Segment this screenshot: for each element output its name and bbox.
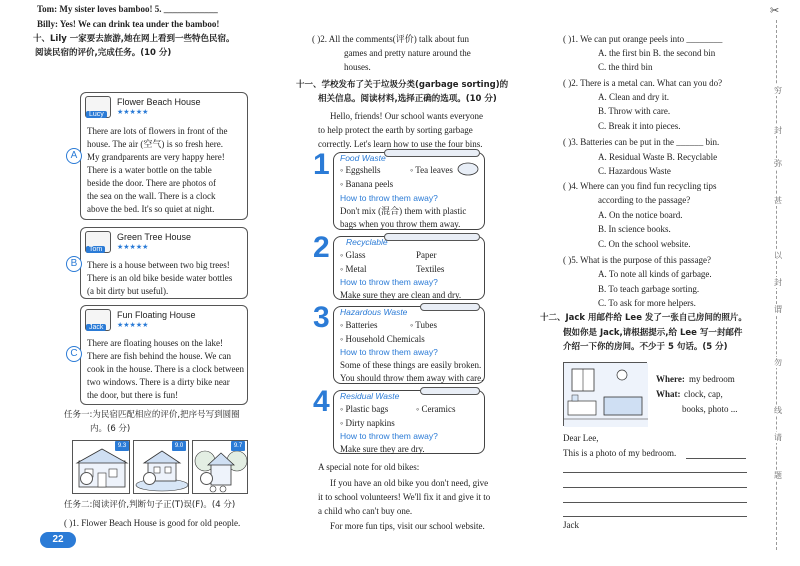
review-card-b [80, 227, 248, 299]
letter-first-line: This is a photo of my bedroom. [563, 448, 677, 458]
review-line: the door, but there is fun! [87, 390, 179, 400]
bin-item: ◦ Batteries [340, 320, 378, 330]
question-option: C. the third bin [598, 62, 653, 72]
bin-item-text: Textiles [416, 264, 445, 274]
bin-how: How to throw them away? [340, 431, 438, 441]
bin-label: Residual Waste [340, 391, 400, 401]
bin-item-text: Banana peels [345, 179, 394, 189]
bin-item: ◦ Glass [340, 250, 366, 260]
bin-item-text: Dirty napkins [345, 418, 395, 428]
seal-char: 以 [771, 250, 785, 261]
hint-what-label: What: [656, 389, 681, 399]
question-option: A. On the notice board. [598, 210, 683, 220]
bin-item-text: Ceramics [421, 404, 456, 414]
bin-lid [420, 387, 480, 395]
card-letter-c: C [66, 346, 82, 362]
bedroom-photo [563, 362, 647, 426]
card-letter-a: A [66, 148, 82, 164]
writing-line[interactable] [563, 502, 747, 503]
section11-subtitle: 相关信息。阅读材料,选择正确的选项。(10 分) [318, 94, 497, 104]
bin-lid [384, 149, 480, 157]
hint-what-value2: books, photo ... [682, 404, 738, 414]
seal-char: 封 [771, 277, 785, 288]
task2-question2-cont: houses. [344, 62, 371, 72]
bin-number: 4 [313, 385, 330, 418]
review-line: There is a water bottle on the table [87, 165, 212, 175]
bin-item-text: Household Chemicals [345, 334, 425, 344]
review-line: There are fish behind the house. We can [87, 351, 232, 361]
bin-item-text: Paper [416, 250, 437, 260]
bin-item-text: Glass [345, 250, 366, 260]
rating-stars: ★★★★★ [117, 108, 149, 116]
bin-label: Food Waste [340, 153, 386, 163]
question-option: A. To note all kinds of garbage. [598, 269, 712, 279]
question-stem: ( )2. There is a metal can. What can you do? [563, 78, 723, 88]
bin-card-hazardous [333, 306, 485, 384]
special-note-line: If you have an old bike you don't need, give [330, 478, 489, 488]
review-line: My grandparents are very happy here! [87, 152, 225, 162]
score-badge: 9.7 [231, 441, 245, 451]
bin-item-text: Tea leaves [415, 165, 453, 175]
bin-item: ◦ Ceramics [416, 404, 456, 414]
question-option: C. To ask for more helpers. [598, 298, 696, 308]
bin-note: Make sure they are clean and dry. [340, 290, 462, 300]
question-option: A. Residual Waste B. Recyclable [598, 152, 718, 162]
answer-circle[interactable] [80, 472, 93, 485]
section10-title: 十、Lily 一家要去旅游,她在网上看到一些特色民宿。 [33, 34, 235, 44]
review-line: There are lots of flowers in front of the [87, 126, 228, 136]
letter-greeting: Dear Lee, [563, 433, 599, 443]
card-title: Fun Floating House [117, 310, 196, 320]
intro-line: to help protect the earth by sorting garbage [318, 125, 473, 135]
review-line: There is an old bike beside water bottles [87, 273, 233, 283]
seal-char: 题 [771, 470, 785, 481]
scissors-icon: ✂ [770, 5, 780, 17]
reviewer-name-tag: Lucy [86, 111, 107, 118]
seal-char: 谓 [771, 304, 785, 315]
bin-item [416, 250, 437, 261]
bin-item-text: Plastic bags [345, 404, 389, 414]
writing-line[interactable] [686, 458, 746, 459]
review-line: beside the door. There are photos of [87, 178, 217, 188]
bin-item: ◦ Plastic bags [340, 404, 389, 414]
bin-lid [384, 233, 480, 241]
bin-note: bags when you throw them away. [340, 219, 461, 229]
seal-char: 勿 [771, 357, 785, 368]
page-number: 22 [40, 532, 76, 548]
tea-leaves-icon [456, 161, 480, 177]
hint-where-value: my bedroom [689, 374, 735, 384]
rating-stars: ★★★★★ [117, 243, 149, 251]
question-stem: ( )5. What is the purpose of this passage? [563, 255, 712, 265]
bin-number: 2 [313, 231, 330, 264]
hint-where-label: Where: [656, 374, 685, 384]
question-stem: ( )1. We can put orange peels into ________ [563, 34, 723, 44]
seal-char: 甚 [771, 195, 785, 206]
bin-item-text: Metal [345, 264, 367, 274]
section12-line: 介绍一下你的房间。不少于 5 句话。(5 分) [563, 342, 728, 352]
bin-item: ◦ Dirty napkins [340, 418, 395, 428]
bin-lid [420, 303, 480, 311]
bin-label: Recyclable [346, 237, 388, 247]
section12-line: 十二、Jack 用邮件给 Lee 发了一张自己房间的照片。 [540, 313, 747, 323]
seal-char: 封 [771, 125, 785, 136]
special-note-line: a child who can't buy one. [318, 506, 413, 516]
question-option: C. Hazardous Waste [598, 166, 671, 176]
dialog-billy: Billy: Yes! We can drink tea under the bamboo! [37, 19, 220, 29]
task2-question1: ( )1. Flower Beach House is good for old people. [64, 518, 241, 528]
review-line: house. The air (空气) is so fresh here. [87, 139, 224, 149]
question-option: B. Throw with care. [598, 106, 671, 116]
bin-item: ◦ Tubes [410, 320, 437, 330]
question-option: B. In science books. [598, 224, 671, 234]
writing-line[interactable] [563, 487, 747, 488]
seal-char: 请 [771, 432, 785, 443]
bin-note: You should throw them away with care. [340, 373, 484, 383]
bin-item [416, 264, 444, 275]
bedroom-illustration [564, 363, 648, 427]
task1-line1: 任务一:为民宿匹配相应的评价,把序号写到圆圈 [64, 410, 240, 420]
rating-stars: ★★★★★ [117, 321, 149, 329]
reviewer-name-tag: Jack [86, 324, 106, 331]
answer-circle[interactable] [143, 472, 156, 485]
question-option: A. the first bin B. the second bin [598, 48, 716, 58]
review-line: There is a house between two big trees! [87, 260, 230, 270]
intro-line: correctly. Let's learn how to use the four bins. [318, 139, 483, 149]
bin-card-food-waste [333, 152, 485, 230]
reviewer-name-tag: Tom [86, 246, 105, 253]
bin-item: ◦ Metal [340, 264, 367, 274]
bin-how: How to throw them away? [340, 347, 438, 357]
bin-item: ◦ Tea leaves [410, 165, 453, 175]
bin-card-recyclable [333, 236, 485, 300]
hint-what-value: clock, cap, [684, 389, 723, 399]
dialog-tom: Tom: My sister loves bamboo! 5. ____________ [37, 4, 218, 14]
bin-note: Don't mix (混合) them with plastic [340, 206, 467, 216]
card-letter-b: B [66, 256, 82, 272]
score-badge: 9.3 [115, 441, 129, 451]
bin-item: ◦ Household Chemicals [340, 334, 425, 344]
bin-number: 1 [313, 148, 330, 181]
question-stem: ( )3. Batteries can be put in the ______ bin. [563, 137, 720, 147]
question-stem-cont: according to the passage? [598, 195, 691, 205]
letter-signature: Jack [563, 520, 579, 530]
bin-how: How to throw them away? [340, 277, 438, 287]
bin-note: Some of these things are easily broken. [340, 360, 482, 370]
question-option: A. Clean and dry it. [598, 92, 669, 102]
section12-line: 假如你是 Jack,请根据提示,给 Lee 写一封邮件 [563, 328, 743, 338]
bin-card-residual [333, 390, 485, 454]
section11-title: 十一、学校发布了关于垃圾分类(garbage sorting)的 [296, 80, 509, 90]
task1-line2: 内。(6 分) [90, 424, 131, 434]
bin-item-text: Eggshells [345, 165, 381, 175]
seal-char: 线 [771, 405, 785, 416]
question-option: C. On the school website. [598, 239, 691, 249]
intro-line: Hello, friends! Our school wants everyone [330, 111, 483, 121]
question-option: C. Break it into pieces. [598, 121, 681, 131]
card-title: Flower Beach House [117, 97, 201, 107]
special-note-line: For more fun tips, visit our school website. [330, 521, 485, 531]
writing-line[interactable] [563, 472, 747, 473]
review-line: There are floating houses on the lake! [87, 338, 223, 348]
bin-how: How to throw them away? [340, 193, 438, 203]
writing-line[interactable] [563, 516, 747, 517]
review-card-a [80, 92, 248, 220]
bin-note: Make sure they are dry. [340, 444, 425, 454]
task2-title: 任务二:阅读评价,判断句子正(T)误(F)。(4 分) [64, 500, 236, 510]
bin-item: ◦ Eggshells [340, 165, 381, 175]
bin-item-text: Batteries [345, 320, 378, 330]
review-card-c [80, 305, 248, 405]
task2-question2-cont: games and pretty nature around the [344, 48, 471, 58]
card-title: Green Tree House [117, 232, 192, 242]
bin-item: ◦ Banana peels [340, 179, 394, 189]
bin-item-text: Tubes [415, 320, 437, 330]
seal-char: 穷 [771, 85, 785, 96]
special-note-line: it to school volunteers! We'll fix it and give it to [318, 492, 491, 502]
special-note-title: A special note for old bikes: [318, 462, 420, 472]
answer-circle[interactable] [200, 472, 213, 485]
review-line: cook in the house. There is a clock between [87, 364, 245, 374]
review-line: above the bed. It's so quiet at night. [87, 204, 215, 214]
task2-question2: ( )2. All the comments(评价) talk about fun [312, 34, 469, 44]
bin-number: 3 [313, 301, 330, 334]
bin-label: Hazardous Waste [340, 307, 408, 317]
score-badge: 9.0 [172, 441, 186, 451]
review-line: (a bit dirty but useful). [87, 286, 169, 296]
question-option: B. To teach garbage sorting. [598, 284, 700, 294]
seal-char: 弥 [771, 158, 785, 169]
question-stem: ( )4. Where can you find fun recycling tips [563, 181, 717, 191]
review-line: two windows. There is a dirty bike near [87, 377, 230, 387]
section10-subtitle: 阅读民宿的评价,完成任务。(10 分) [35, 48, 172, 58]
review-line: the sea on the wall. There is a clock [87, 191, 216, 201]
